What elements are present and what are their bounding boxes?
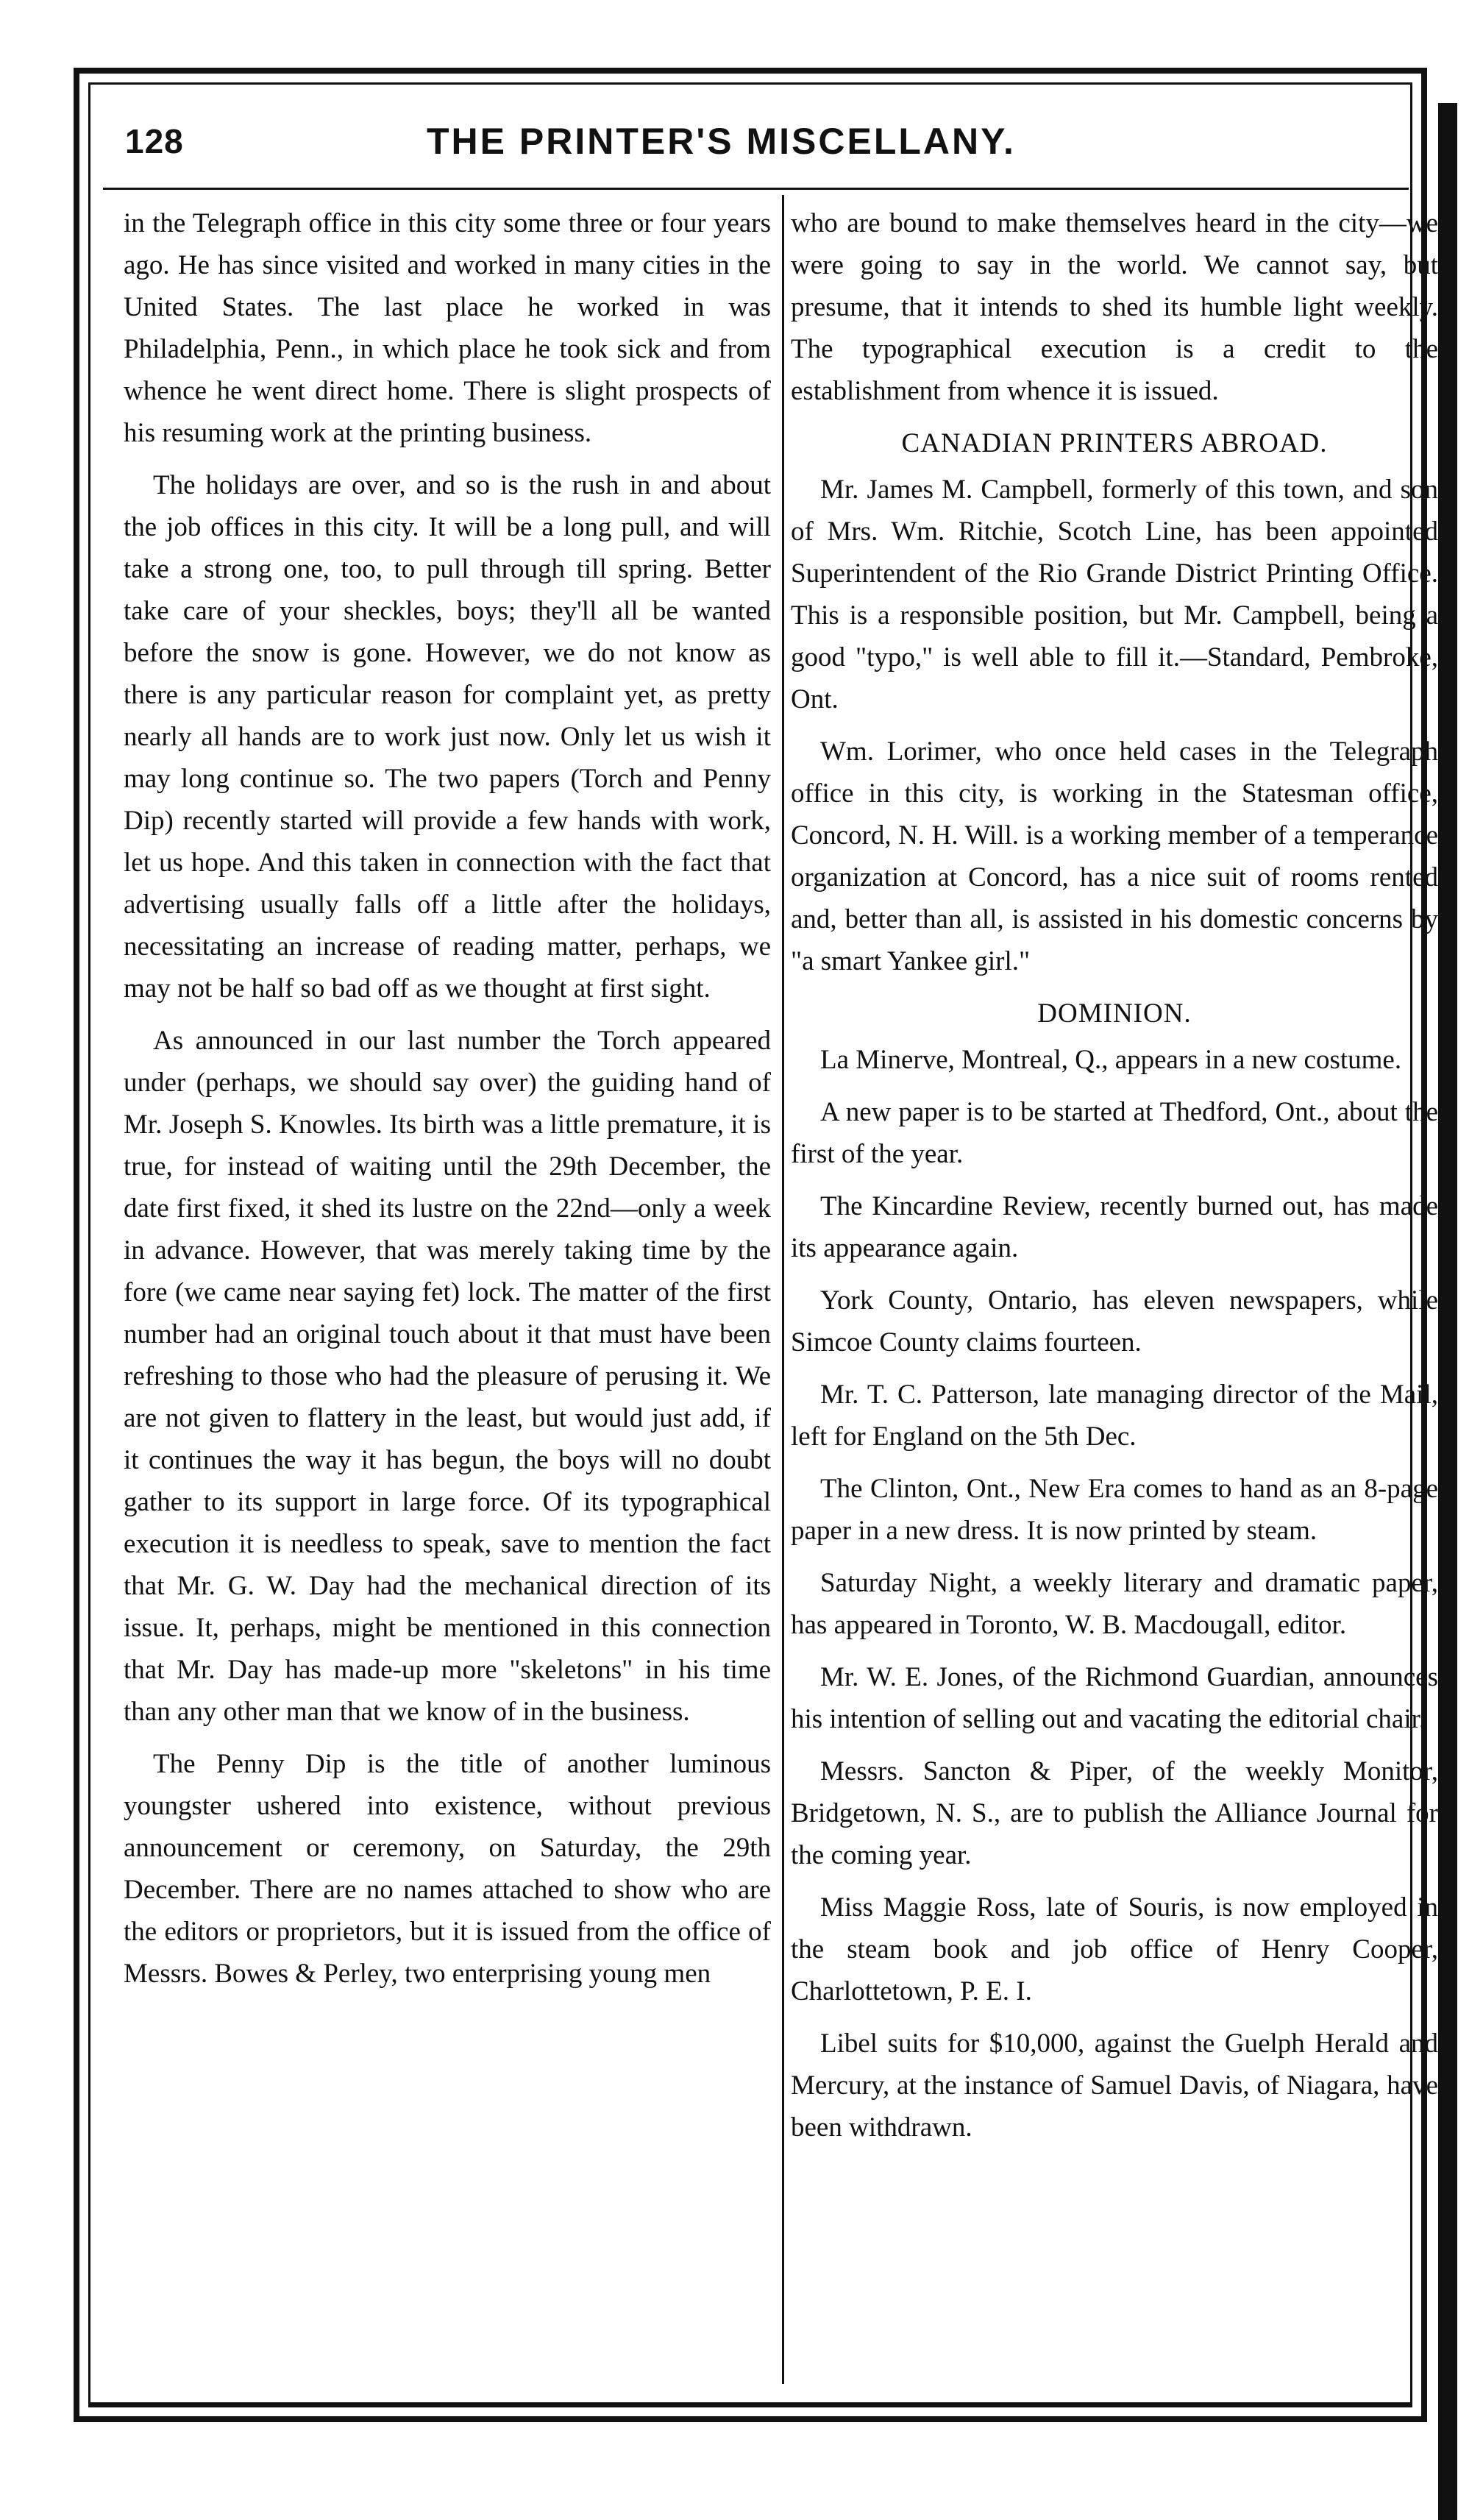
column-divider (782, 195, 784, 2384)
dominion-item: A new paper is to be started at Thedford, Ont., about the first of the year. (791, 1097, 1438, 1169)
dominion-item: Messrs. Sancton & Piper, of the weekly Monitor, Bridgetown, N. S., are to publish the Alliance Journal for the coming year. (791, 1756, 1438, 1870)
right-intro-paragraph: who are bound to make themselves heard in the city—we were going to say in the world. We cannot say, but presume, that it intends to shed its humble light weekly. The typographical execution is a credit to the establishment from whence it is issued. (791, 208, 1438, 406)
dominion-item: The Kincardine Review, recently burned out, has made its appearance again. (791, 1191, 1438, 1263)
page-header (103, 114, 1405, 188)
abroad-paragraph-2: Wm. Lorimer, who once held cases in the Telegraph office in this city, is working in the Statesman office, Concord, N. H. Will. is a working member of a temperance organization at Concord, has a nice suit of rooms rented and, better than all, is assisted in his domestic concerns by "a smart Yankee girl." (791, 737, 1438, 976)
left-paragraph-1: in the Telegraph office in this city some three or four years ago. He has since visited and worked in many cities in the United States. The last place he worked in was Philadelphia, Penn., in which place he took sick and from whence he went direct home. There is slight prospects of his resuming work at the printing business. (124, 208, 771, 448)
dominion-item: Mr. W. E. Jones, of the Richmond Guardian, announces his intention of selling out and vacating the editorial chair. (791, 1662, 1438, 1734)
left-paragraph-4: The Penny Dip is the title of another luminous youngster ushered into existence, without previous announcement or ceremony, on Saturday, the 29th December. There are no names attached to show who are the editors or proprietors, but it is issued from the office of Messrs. Bowes & Perley, two enterprising young men (124, 1749, 771, 1989)
section-heading-dominion: DOMINION. (1037, 998, 1192, 1029)
header-rule (103, 188, 1409, 190)
bottom-rule (90, 2402, 1411, 2407)
left-column (124, 202, 771, 2380)
dominion-item: The Clinton, Ont., New Era comes to hand as an 8-page paper in a new dress. It is now printed by steam. (791, 1474, 1438, 1546)
abroad-paragraph-1: Mr. James M. Campbell, formerly of this town, and son of Mrs. Wm. Ritchie, Scotch Line, has been appointed Superintendent of the Rio Grande District Printing Office. This is a responsible position, but Mr. Campbell, being a good "typo," is well able to fill it.—Standard, Pembroke, Ont. (791, 475, 1438, 714)
left-paragraph-2: The holidays are over, and so is the rush in and about the job offices in this city. It will be a long pull, and will take a strong one, too, to pull through till spring. Better take care of your sheckles, boys; they'll all be wanted before the snow is gone. However, we do not know as there is any particular reason for complaint yet, as pretty nearly all hands are to work just now. Only let us wish it may long continue so. The two papers (Torch and Penny Dip) recently started will provide a few hands with work, let us hope. And this taken in connection with the fact that advertising usually falls off a little after the holidays, necessitating an increase of reading matter, perhaps, we may not be half so bad off as we thought at first sight. (124, 470, 771, 1004)
dominion-item: Saturday Night, a weekly literary and dramatic paper, has appeared in Toronto, W. B. Macdougall, editor. (791, 1568, 1438, 1640)
page-number: 128 (125, 122, 184, 160)
running-title: THE PRINTER'S MISCELLANY. (427, 121, 1016, 162)
dominion-item: Libel suits for $10,000, against the Guelph Herald and Mercury, at the instance of Samuel Davis, of Niagara, have been withdrawn. (791, 2029, 1438, 2143)
binding-edge (1438, 103, 1457, 2520)
left-paragraph-3: As announced in our last number the Torch appeared under (perhaps, we should say over) the guiding hand of Mr. Joseph S. Knowles. Its birth was a little premature, it is true, for instead of waiting until the 29th December, the date first fixed, it shed its lustre on the 22nd—only a week in advance. However, that was merely taking time by the fore (we came near saying fet) lock. The matter of the first number had an original touch about it that must have been refreshing to those who had the pleasure of perusing it. We are not given to flattery in the least, but would just add, if it continues the way it has begun, the boys will no doubt gather to its support in large force. Of its typographical execution it is needless to speak, save to mention the fact that Mr. G. W. Day had the mechanical direction of its issue. It, perhaps, might be mentioned in this connection that Mr. Day has made-up more "skeletons" in his time than any other man that we know of in the business. (124, 1026, 771, 1727)
section-heading-printers-abroad: CANADIAN PRINTERS ABROAD. (901, 428, 1328, 458)
dominion-item: Mr. T. C. Patterson, late managing director of the Mail, left for England on the 5th Dec. (791, 1380, 1438, 1452)
right-column (791, 202, 1438, 2380)
dominion-item: La Minerve, Montreal, Q., appears in a new costume. (820, 1045, 1402, 1075)
dominion-item: Miss Maggie Ross, late of Souris, is now employed in the steam book and job office of Henry Cooper, Charlottetown, P. E. I. (791, 1892, 1438, 2006)
dominion-item: York County, Ontario, has eleven newspapers, while Simcoe County claims fourteen. (791, 1285, 1438, 1357)
